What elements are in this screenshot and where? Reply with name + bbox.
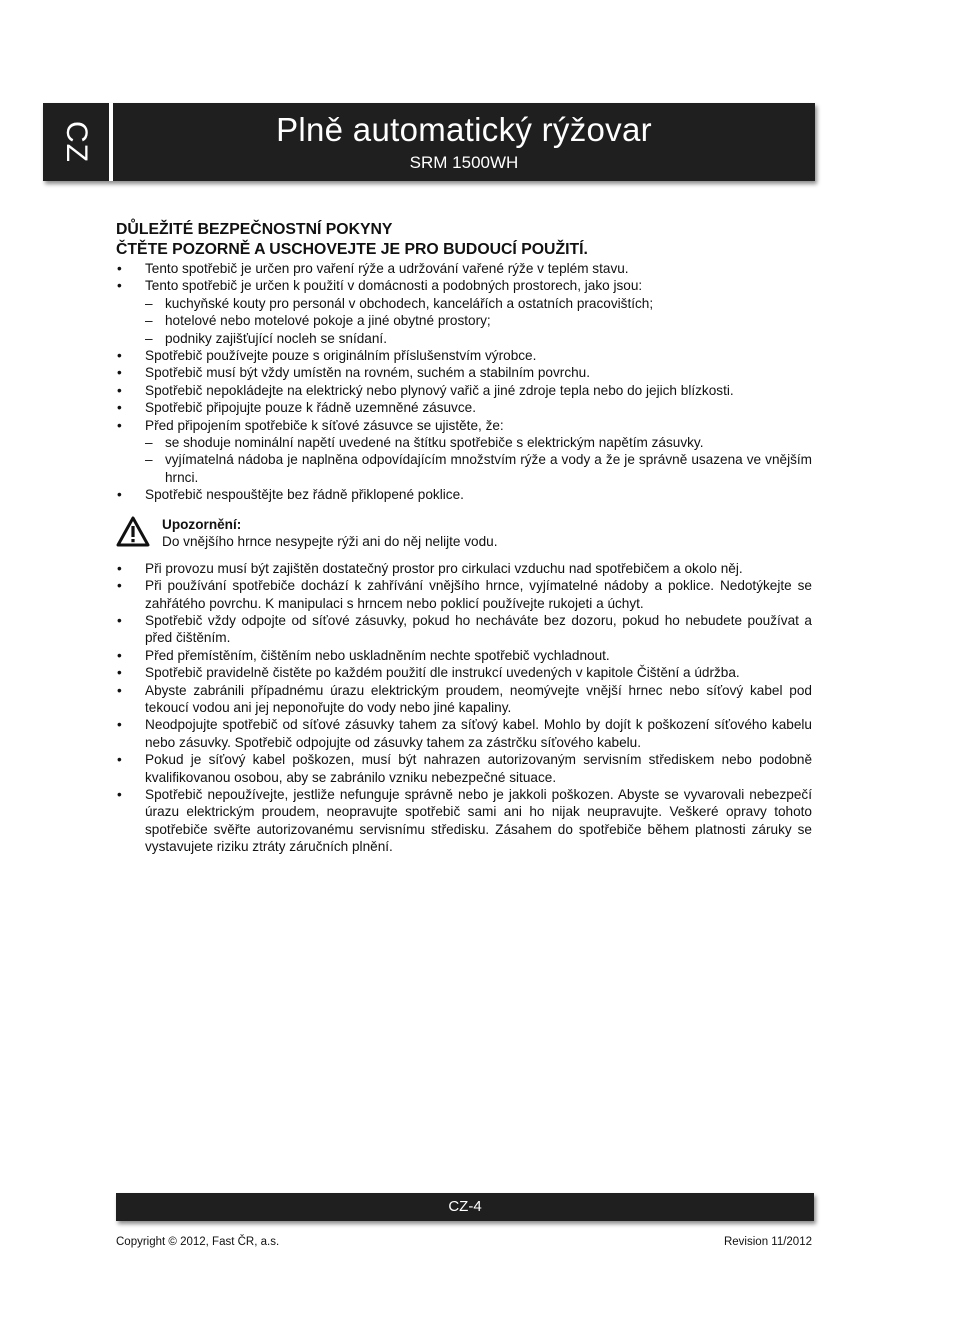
list-item xyxy=(116,277,812,347)
warning-box xyxy=(116,516,812,552)
document-body xyxy=(116,220,812,856)
language-code: CZ xyxy=(60,121,93,163)
sub-list-item: – kuchyňské kouty pro personál v obchodech, kancelářích a ostatních pracovištích; xyxy=(145,295,812,312)
list-item: • Spotřebič musí být vždy umístěn na rovném, suchém a stabilním povrchu. xyxy=(116,364,812,381)
list-item: • Před přemístěním, čištěním nebo uskladněním nechte spotřebič vychladnout. xyxy=(116,647,812,664)
list-item: • Spotřebič vždy odpojte od síťové zásuvky, pokud ho necháváte bez dozoru, pokud ho nebudete používat a před čištěním. xyxy=(116,612,812,647)
sub-list xyxy=(145,295,812,347)
language-tab xyxy=(43,103,113,181)
list-item: • Při provozu musí být zajištěn dostatečný prostor pro cirkulaci vzduchu nad spotřebičem a okolo něj. xyxy=(116,560,812,577)
warning-triangle-icon xyxy=(116,516,150,548)
list-item xyxy=(116,417,812,487)
sub-list-item: – hotelové nebo motelové pokoje a jiné obytné prostory; xyxy=(145,312,812,329)
list-item-text: Před připojením spotřebiče k síťové zásuvce se ujistěte, že: xyxy=(145,417,504,433)
list-item: • Spotřebič připojujte pouze k řádně uzemněné zásuvce. xyxy=(116,399,812,416)
sub-list-item: – vyjímatelná nádoba je naplněna odpovídajícím množstvím rýže a vody a že je správně usazena ve vnějším hrnci. xyxy=(145,451,812,486)
page-number-bar xyxy=(116,1193,814,1221)
sub-list-item: – se shoduje nominální napětí uvedené na štítku spotřebiče s elektrickým napětím zásuvky. xyxy=(145,434,812,451)
list-item: • Abyste zabránili případnému úrazu elektrickým proudem, neomývejte vnější hrnec nebo síťový kabel pod tekoucí vodou ani jej neponořujte do vody nebo jiné kapaliny. xyxy=(116,682,812,717)
sub-list-item: – podniky zajišťující nocleh se snídaní. xyxy=(145,330,812,347)
page-header xyxy=(43,103,815,181)
revision-text: Revision 11/2012 xyxy=(723,1236,812,1248)
model-number: SRM 1500WH xyxy=(409,153,519,172)
list-item: • Spotřebič nepokládejte na elektrický nebo plynový vařič a jiné zdroje tepla nebo do jejich blízkosti. xyxy=(116,382,812,399)
list-item: • Spotřebič nepoužívejte, jestliže nefunguje správně nebo je jakkoli poškozen. Abyste se vyvarovali nebezpečí úrazu elektrickým proudem, neopravujte spotřebič sami ani ho nijak neupravujte. Veškeré opravy tohoto spotřebiče svěřte autorizovanému servisnímu středisku. Zásahem do spotřebiče během platnosti záruky se vystavujete riziku ztráty záručních plnění. xyxy=(116,786,812,856)
warning-title: Upozornění: xyxy=(162,516,242,532)
page-title: Plně automatický rýžovar xyxy=(276,111,652,148)
page-number: CZ-4 xyxy=(448,1198,482,1215)
list-item: • Spotřebič pravidelně čistěte po každém použití dle instrukcí uvedených v kapitole Čištění a údržba. xyxy=(116,664,812,681)
warning-text: Do vnějšího hrnce nesypejte rýži ani do něj nelijte vodu. xyxy=(162,534,498,550)
list-item: • Tento spotřebič je určen pro vaření rýže a udržování vařené rýže v teplém stavu. xyxy=(116,260,812,277)
list-item: • Při používání spotřebiče dochází k zahřívání vnějšího hrnce, vyjímatelné nádoby a poklice. Nedotýkejte se zahřátého povrchu. K manipulaci s hrncem nebo poklicí používejte rukojeti a úchyt. xyxy=(116,577,812,612)
heading-safety: DŮLEŽITÉ BEZPEČNOSTNÍ POKYNY xyxy=(116,221,393,238)
list-item: • Pokud je síťový kabel poškozen, musí být nahrazen autorizovaným servisním střediskem nebo podobně kvalifikovanou osobou, aby se zabránilo vzniku nebezpečné situace. xyxy=(116,751,812,786)
list-item: • Spotřebič používejte pouze s originálním příslušenstvím výrobce. xyxy=(116,347,812,364)
sub-list xyxy=(145,434,812,486)
safety-list-1 xyxy=(116,260,812,504)
copyright-text: Copyright © 2012, Fast ČR, a.s. xyxy=(116,1236,280,1248)
list-item-text: Tento spotřebič je určen k použití v domácnosti a podobných prostorech, jako jsou: xyxy=(145,278,643,294)
safety-list-2 xyxy=(116,560,812,856)
heading-read-carefully: ČTĚTE POZORNĚ A USCHOVEJTE JE PRO BUDOUCÍ POUŽITÍ. xyxy=(116,241,588,258)
title-box xyxy=(113,103,815,181)
list-item: • Spotřebič nespouštějte bez řádně přiklopené poklice. xyxy=(116,486,812,503)
list-item: • Neodpojujte spotřebič od síťové zásuvky tahem za síťový kabel. Mohlo by dojít k poškození síťového kabelu nebo zásuvky. Spotřebič odpojujte od zásuvky tahem za zástrčku síťového kabelu. xyxy=(116,716,812,751)
